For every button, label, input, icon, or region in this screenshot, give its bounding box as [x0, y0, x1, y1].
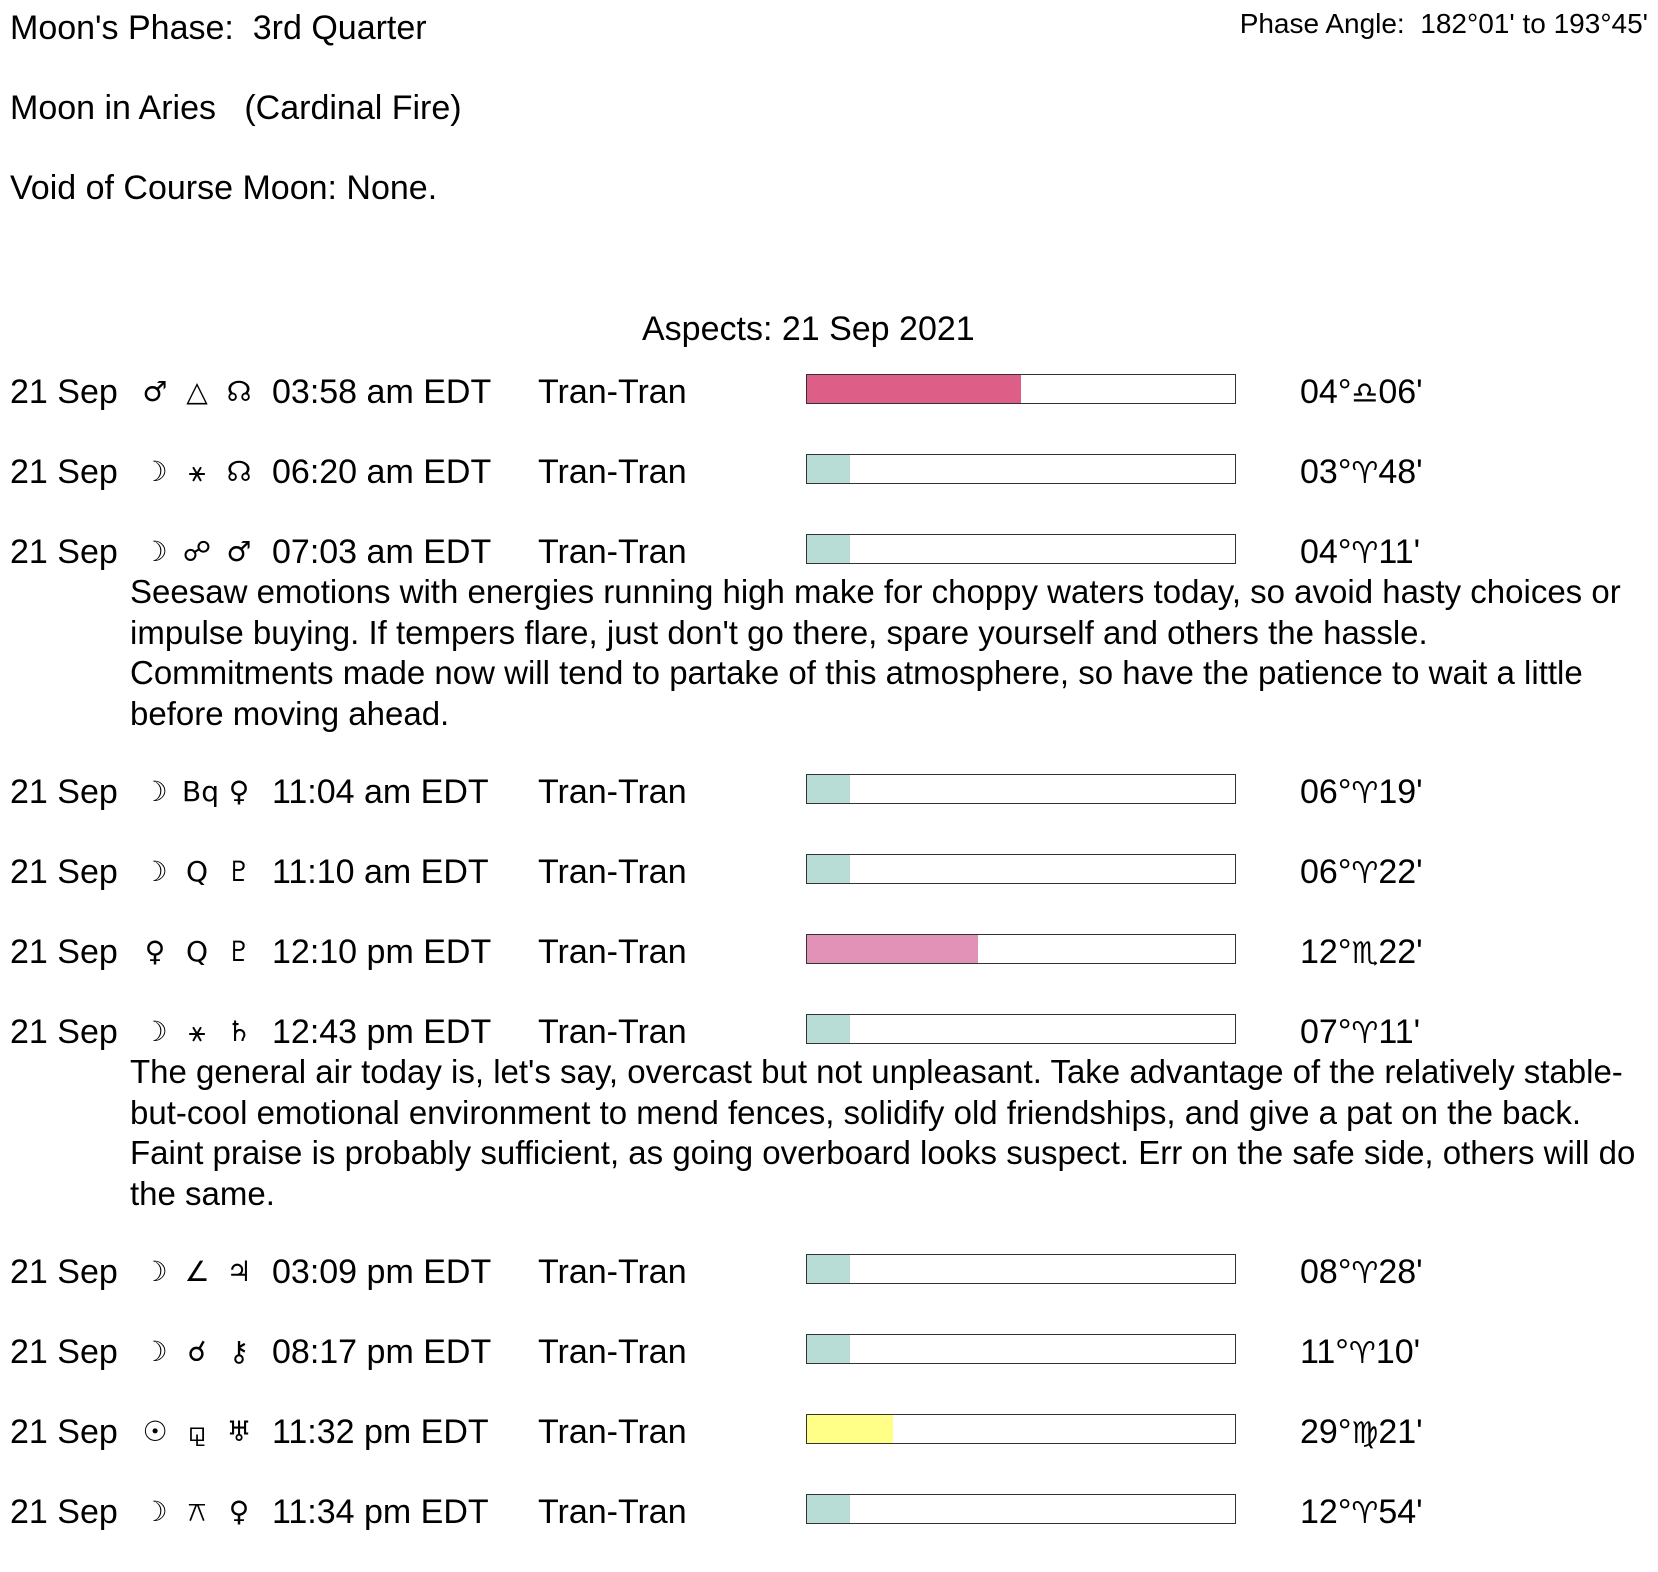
aspect-line — [0, 452, 1658, 492]
aspect-time: 12:43 pm EDT — [272, 1013, 492, 1051]
aspect-position — [1300, 372, 1423, 414]
position-minutes: 48' — [1378, 453, 1423, 491]
moon-icon: ☽ — [142, 855, 168, 888]
strength-bar — [806, 374, 1236, 404]
position-degrees: 07° — [1300, 1013, 1352, 1051]
aspect-date: 21 Sep — [10, 453, 118, 491]
strength-fill — [807, 455, 850, 483]
moon-phase-label: Moon's Phase: — [10, 9, 234, 47]
aspect-list — [0, 372, 1658, 1572]
quincunx-icon: ⚻ — [187, 1495, 207, 1528]
position-minutes: 22' — [1378, 933, 1423, 971]
aspect-time: 11:34 pm EDT — [272, 1493, 489, 1531]
north-node-icon: ☊ — [226, 375, 252, 408]
aspect-type: Tran-Tran — [538, 773, 687, 811]
position-degrees: 06° — [1300, 773, 1352, 811]
aspect-line — [0, 932, 1658, 972]
aspect-symbols — [140, 532, 254, 572]
void-of-course: Void of Course Moon: None. — [10, 169, 438, 207]
aspect-type: Tran-Tran — [538, 933, 687, 971]
venus-icon: ♀ — [228, 1495, 250, 1528]
aspect-time: 03:58 am EDT — [272, 373, 492, 411]
aries-icon: ♈ — [1351, 456, 1379, 491]
trine-icon: △ — [186, 375, 208, 408]
strength-bar — [806, 1254, 1236, 1284]
aspect-row — [0, 1252, 1658, 1332]
mars-icon: ♂ — [142, 375, 168, 408]
strength-fill — [807, 1255, 850, 1283]
moon-icon: ☽ — [142, 775, 168, 808]
aspect-type: Tran-Tran — [538, 373, 687, 411]
strength-bar — [806, 1414, 1236, 1444]
strength-bar — [806, 1334, 1236, 1364]
pluto-icon: ♇ — [226, 855, 252, 888]
position-minutes: 21' — [1378, 1413, 1423, 1451]
aspect-row — [0, 1332, 1658, 1412]
aspect-position — [1300, 852, 1423, 894]
aspect-time: 03:09 pm EDT — [272, 1253, 492, 1291]
aspect-line — [0, 852, 1658, 892]
aspect-time: 11:04 am EDT — [272, 773, 489, 811]
quintile-icon: Q — [185, 935, 209, 968]
aspect-symbols — [140, 932, 254, 972]
position-minutes: 28' — [1378, 1253, 1423, 1291]
strength-bar — [806, 1494, 1236, 1524]
aspect-date: 21 Sep — [10, 373, 118, 411]
aspect-date: 21 Sep — [10, 773, 118, 811]
aspect-position — [1300, 1412, 1423, 1454]
aspect-position — [1300, 1332, 1420, 1374]
aspect-type: Tran-Tran — [538, 533, 687, 571]
aspect-position — [1300, 532, 1420, 574]
mars-icon: ♂ — [226, 535, 252, 568]
saturn-icon: ♄ — [226, 1015, 252, 1048]
aspect-time: 12:10 pm EDT — [272, 933, 492, 971]
aspect-position — [1300, 932, 1423, 974]
position-degrees: 12° — [1300, 1493, 1352, 1531]
aspect-row — [0, 772, 1658, 852]
position-degrees: 04° — [1300, 533, 1352, 571]
aries-icon: ♈ — [1351, 1496, 1379, 1531]
sextile-icon: ⚹ — [188, 1015, 206, 1048]
aspect-symbols — [140, 452, 254, 492]
strength-bar — [806, 774, 1236, 804]
scorpio-icon: ♏ — [1351, 936, 1379, 971]
sextile-icon: ⚹ — [188, 455, 206, 488]
aspect-time: 06:20 am EDT — [272, 453, 492, 491]
aspect-symbols — [140, 1492, 254, 1532]
quintile-icon: Q — [185, 855, 209, 888]
phase-angle-label: Phase Angle: — [1239, 8, 1405, 39]
aspect-row — [0, 1492, 1658, 1572]
strength-bar — [806, 534, 1236, 564]
moon-phase — [10, 8, 427, 48]
aspect-type: Tran-Tran — [538, 1253, 687, 1291]
aspect-position — [1300, 1012, 1420, 1054]
phase-angle — [1240, 6, 1648, 42]
aspects-title: Aspects: 21 Sep 2021 — [642, 310, 975, 348]
position-degrees: 06° — [1300, 853, 1352, 891]
aries-icon: ♈ — [1351, 856, 1379, 891]
moon-element: (Cardinal Fire) — [244, 89, 462, 127]
aspect-time: 11:32 pm EDT — [272, 1413, 489, 1451]
semisquare-icon: ∠ — [184, 1255, 210, 1288]
aspect-line — [0, 1012, 1658, 1052]
aspect-time: 07:03 am EDT — [272, 533, 492, 571]
conjunction-icon: ☌ — [187, 1335, 207, 1368]
aspect-position — [1300, 1492, 1423, 1534]
pluto-icon: ♇ — [226, 935, 252, 968]
aspect-symbols — [140, 772, 254, 812]
sesquiquadrate-icon: ⚼ — [187, 1415, 207, 1448]
phase-angle-value: 182°01' to 193°45' — [1420, 8, 1648, 39]
opposition-icon: ☍ — [182, 535, 212, 568]
moon-icon: ☽ — [142, 1495, 168, 1528]
position-minutes: 22' — [1378, 853, 1423, 891]
aspect-type: Tran-Tran — [538, 853, 687, 891]
moon-icon: ☽ — [142, 1335, 168, 1368]
biquintile-icon: Bq — [182, 775, 219, 808]
strength-fill — [807, 375, 1021, 403]
aspect-line — [0, 1252, 1658, 1292]
position-degrees: 29° — [1300, 1413, 1352, 1451]
aspect-type: Tran-Tran — [538, 1413, 687, 1451]
libra-icon: ♎ — [1351, 376, 1379, 411]
aspect-row — [0, 452, 1658, 532]
aries-icon: ♈ — [1348, 1336, 1376, 1371]
strength-bar — [806, 454, 1236, 484]
aspect-line — [0, 772, 1658, 812]
moon-icon: ☽ — [142, 1255, 168, 1288]
aspect-date: 21 Sep — [10, 933, 118, 971]
moon-sign-value: Moon in Aries — [10, 89, 216, 127]
aspect-date: 21 Sep — [10, 1253, 118, 1291]
jupiter-icon: ♃ — [226, 1255, 252, 1288]
aspect-description: Seesaw emotions with energies running high make for choppy waters today, so avoid hasty choices or impulse buying. If tempers flare, just don't go there, spare yourself and others the hassle. Commitments made now will tend to partake of this atmosphere, so have the patience to wait a little before moving ahead. — [130, 573, 1621, 732]
aspect-description: The general air today is, let's say, overcast but not unpleasant. Take advantage of the relatively stable-but-cool emotional environment to mend fences, solidify old friendships, and give a pat on the back. Faint praise is probably sufficient, as going overboard looks suspect. Err on the safe side, others will do the same. — [130, 1053, 1636, 1212]
position-minutes: 54' — [1378, 1493, 1423, 1531]
aries-icon: ♈ — [1351, 536, 1379, 571]
strength-bar — [806, 934, 1236, 964]
venus-icon: ♀ — [144, 935, 166, 968]
aspect-date: 21 Sep — [10, 853, 118, 891]
aspect-row — [0, 1412, 1658, 1492]
position-minutes: 10' — [1375, 1333, 1421, 1371]
moon-phase-value: 3rd Quarter — [252, 9, 427, 47]
virgo-icon: ♍ — [1351, 1416, 1379, 1451]
moon-sign — [10, 88, 462, 128]
moon-icon: ☽ — [142, 535, 168, 568]
aspect-symbols — [140, 1252, 254, 1292]
aspect-line — [0, 1492, 1658, 1532]
aspect-date: 21 Sep — [10, 1493, 118, 1531]
position-minutes: 19' — [1378, 773, 1423, 811]
aspect-type: Tran-Tran — [538, 1493, 687, 1531]
aspect-date: 21 Sep — [10, 533, 118, 571]
venus-icon: ♀ — [228, 775, 250, 808]
aspect-row — [0, 532, 1658, 772]
aspect-type: Tran-Tran — [538, 1013, 687, 1051]
strength-fill — [807, 1335, 850, 1363]
aspect-row — [0, 1012, 1658, 1252]
strength-bar — [806, 1014, 1236, 1044]
aspect-symbols — [140, 1012, 254, 1052]
position-degrees: 04° — [1300, 373, 1352, 411]
position-minutes: 06' — [1378, 373, 1423, 411]
aspect-date: 21 Sep — [10, 1413, 118, 1451]
aspect-line — [0, 372, 1658, 412]
aspect-date: 21 Sep — [10, 1013, 118, 1051]
aspect-position — [1300, 452, 1423, 494]
aspect-time: 08:17 pm EDT — [272, 1333, 492, 1371]
aspect-date: 21 Sep — [10, 1333, 118, 1371]
aspect-row — [0, 932, 1658, 1012]
uranus-icon: ♅ — [226, 1415, 252, 1448]
strength-fill — [807, 1015, 850, 1043]
aspect-position — [1300, 1252, 1423, 1294]
aspect-symbols — [140, 1412, 254, 1452]
strength-bar — [806, 854, 1236, 884]
aspect-type: Tran-Tran — [538, 453, 687, 491]
position-minutes: 11' — [1378, 533, 1421, 571]
aspect-symbols — [140, 852, 254, 892]
aspect-symbols — [140, 1332, 254, 1372]
position-degrees: 08° — [1300, 1253, 1352, 1291]
strength-fill — [807, 855, 850, 883]
aries-icon: ♈ — [1351, 776, 1379, 811]
aspect-line — [0, 1332, 1658, 1372]
aries-icon: ♈ — [1351, 1016, 1379, 1051]
strength-fill — [807, 1495, 850, 1523]
aspect-line — [0, 532, 1658, 572]
chiron-icon: ⚷ — [228, 1335, 250, 1368]
position-degrees: 11° — [1300, 1333, 1349, 1371]
aspect-type: Tran-Tran — [538, 1333, 687, 1371]
sun-icon: ☉ — [142, 1415, 168, 1448]
strength-fill — [807, 775, 850, 803]
aspect-row — [0, 372, 1658, 452]
north-node-icon: ☊ — [226, 455, 252, 488]
position-minutes: 11' — [1378, 1013, 1421, 1051]
aspect-line — [0, 1412, 1658, 1452]
strength-fill — [807, 535, 850, 563]
position-degrees: 03° — [1300, 453, 1352, 491]
moon-icon: ☽ — [142, 1015, 168, 1048]
aspect-symbols — [140, 372, 254, 412]
strength-fill — [807, 935, 978, 963]
aries-icon: ♈ — [1351, 1256, 1379, 1291]
strength-fill — [807, 1415, 893, 1443]
aspect-row — [0, 852, 1658, 932]
aspect-position — [1300, 772, 1423, 814]
moon-icon: ☽ — [142, 455, 168, 488]
aspect-time: 11:10 am EDT — [272, 853, 489, 891]
position-degrees: 12° — [1300, 933, 1352, 971]
